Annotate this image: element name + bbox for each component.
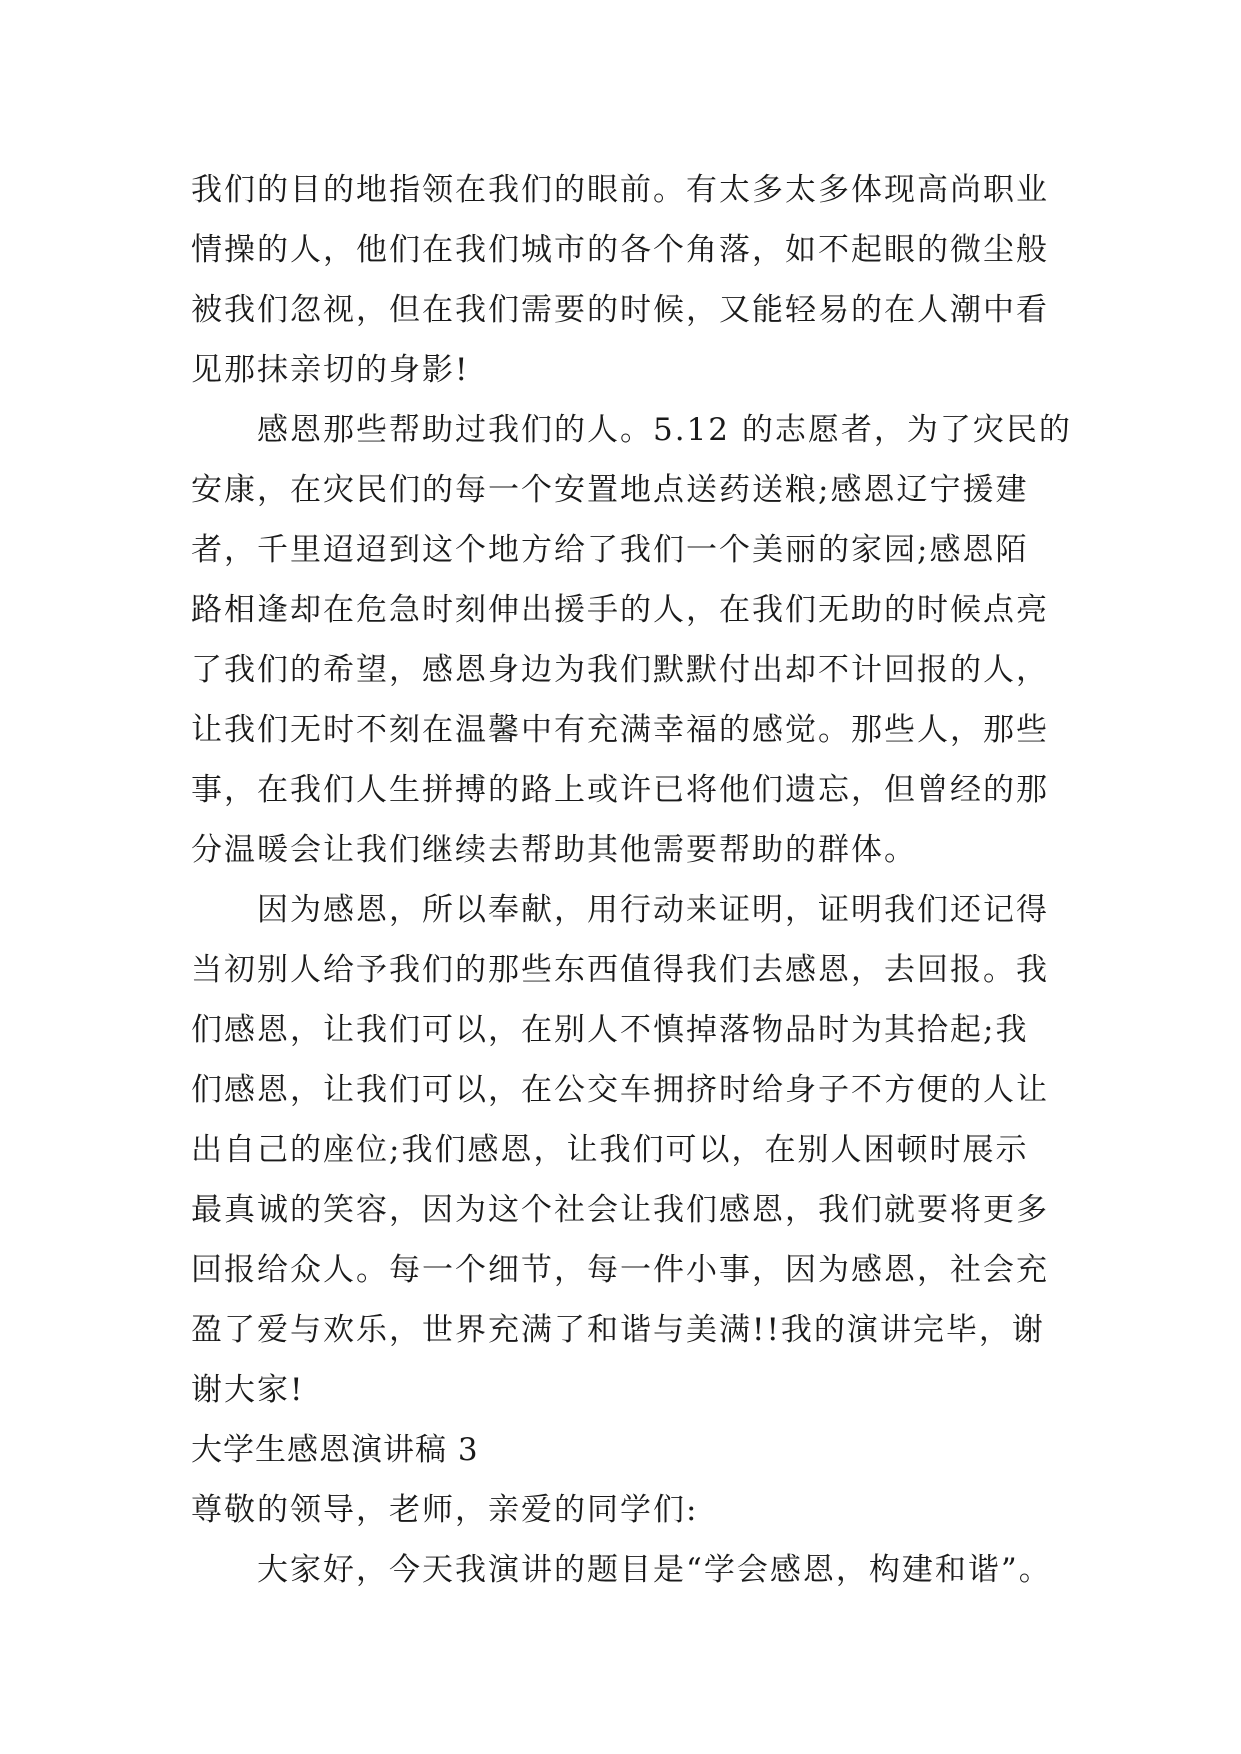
text-line: 事，在我们人生拼搏的路上或许已将他们遗忘，但曾经的那 <box>191 772 1049 808</box>
text-line: 路相逢却在危急时刻伸出援手的人，在我们无助的时候点亮 <box>191 592 1049 628</box>
text-line: 当初别人给予我们的那些东西值得我们去感恩，去回报。我 <box>191 952 1049 988</box>
paragraph-start-line: 感恩那些帮助过我们的人。5.12 的志愿者，为了灾民的 <box>257 412 1072 448</box>
text-line: 见那抹亲切的身影! <box>191 352 470 388</box>
text-line: 盈了爱与欢乐，世界充满了和谐与美满!!我的演讲完毕，谢 <box>191 1312 1045 1348</box>
salutation-line: 尊敬的领导，老师，亲爱的同学们: <box>191 1492 699 1528</box>
paragraph-start-line: 因为感恩，所以奉献，用行动来证明，证明我们还记得 <box>257 892 1049 928</box>
text-line: 安康，在灾民们的每一个安置地点送药送粮;感恩辽宁援建 <box>191 472 1029 508</box>
text-line: 被我们忽视，但在我们需要的时候，又能轻易的在人潮中看 <box>191 292 1049 328</box>
text-line: 分温暖会让我们继续去帮助其他需要帮助的群体。 <box>191 832 917 868</box>
document-body <box>191 160 1071 1600</box>
text-line: 回报给众人。每一个细节，每一件小事，因为感恩，社会充 <box>191 1252 1049 1288</box>
text-line: 我们的目的地指领在我们的眼前。有太多太多体现高尚职业 <box>191 172 1049 208</box>
text-line: 们感恩，让我们可以，在别人不慎掉落物品时为其拾起;我 <box>191 1012 1029 1048</box>
text-line: 让我们无时不刻在温馨中有充满幸福的感觉。那些人，那些 <box>191 712 1049 748</box>
text-line: 谢大家! <box>191 1372 305 1408</box>
text-line: 出自己的座位;我们感恩，让我们可以，在别人困顿时展示 <box>191 1132 1029 1168</box>
text-line: 情操的人，他们在我们城市的各个角落，如不起眼的微尘般 <box>191 232 1049 268</box>
text-line: 最真诚的笑容，因为这个社会让我们感恩，我们就要将更多 <box>191 1192 1049 1228</box>
text-line: 了我们的希望，感恩身边为我们默默付出却不计回报的人， <box>191 652 1049 688</box>
text-line: 者，千里迢迢到这个地方给了我们一个美丽的家园;感恩陌 <box>191 532 1029 568</box>
paragraph-start-line: 大家好，今天我演讲的题目是“学会感恩，构建和谐”。 <box>257 1552 1052 1588</box>
section-heading: 大学生感恩演讲稿 3 <box>191 1432 479 1468</box>
text-line: 们感恩，让我们可以，在公交车拥挤时给身子不方便的人让 <box>191 1072 1049 1108</box>
